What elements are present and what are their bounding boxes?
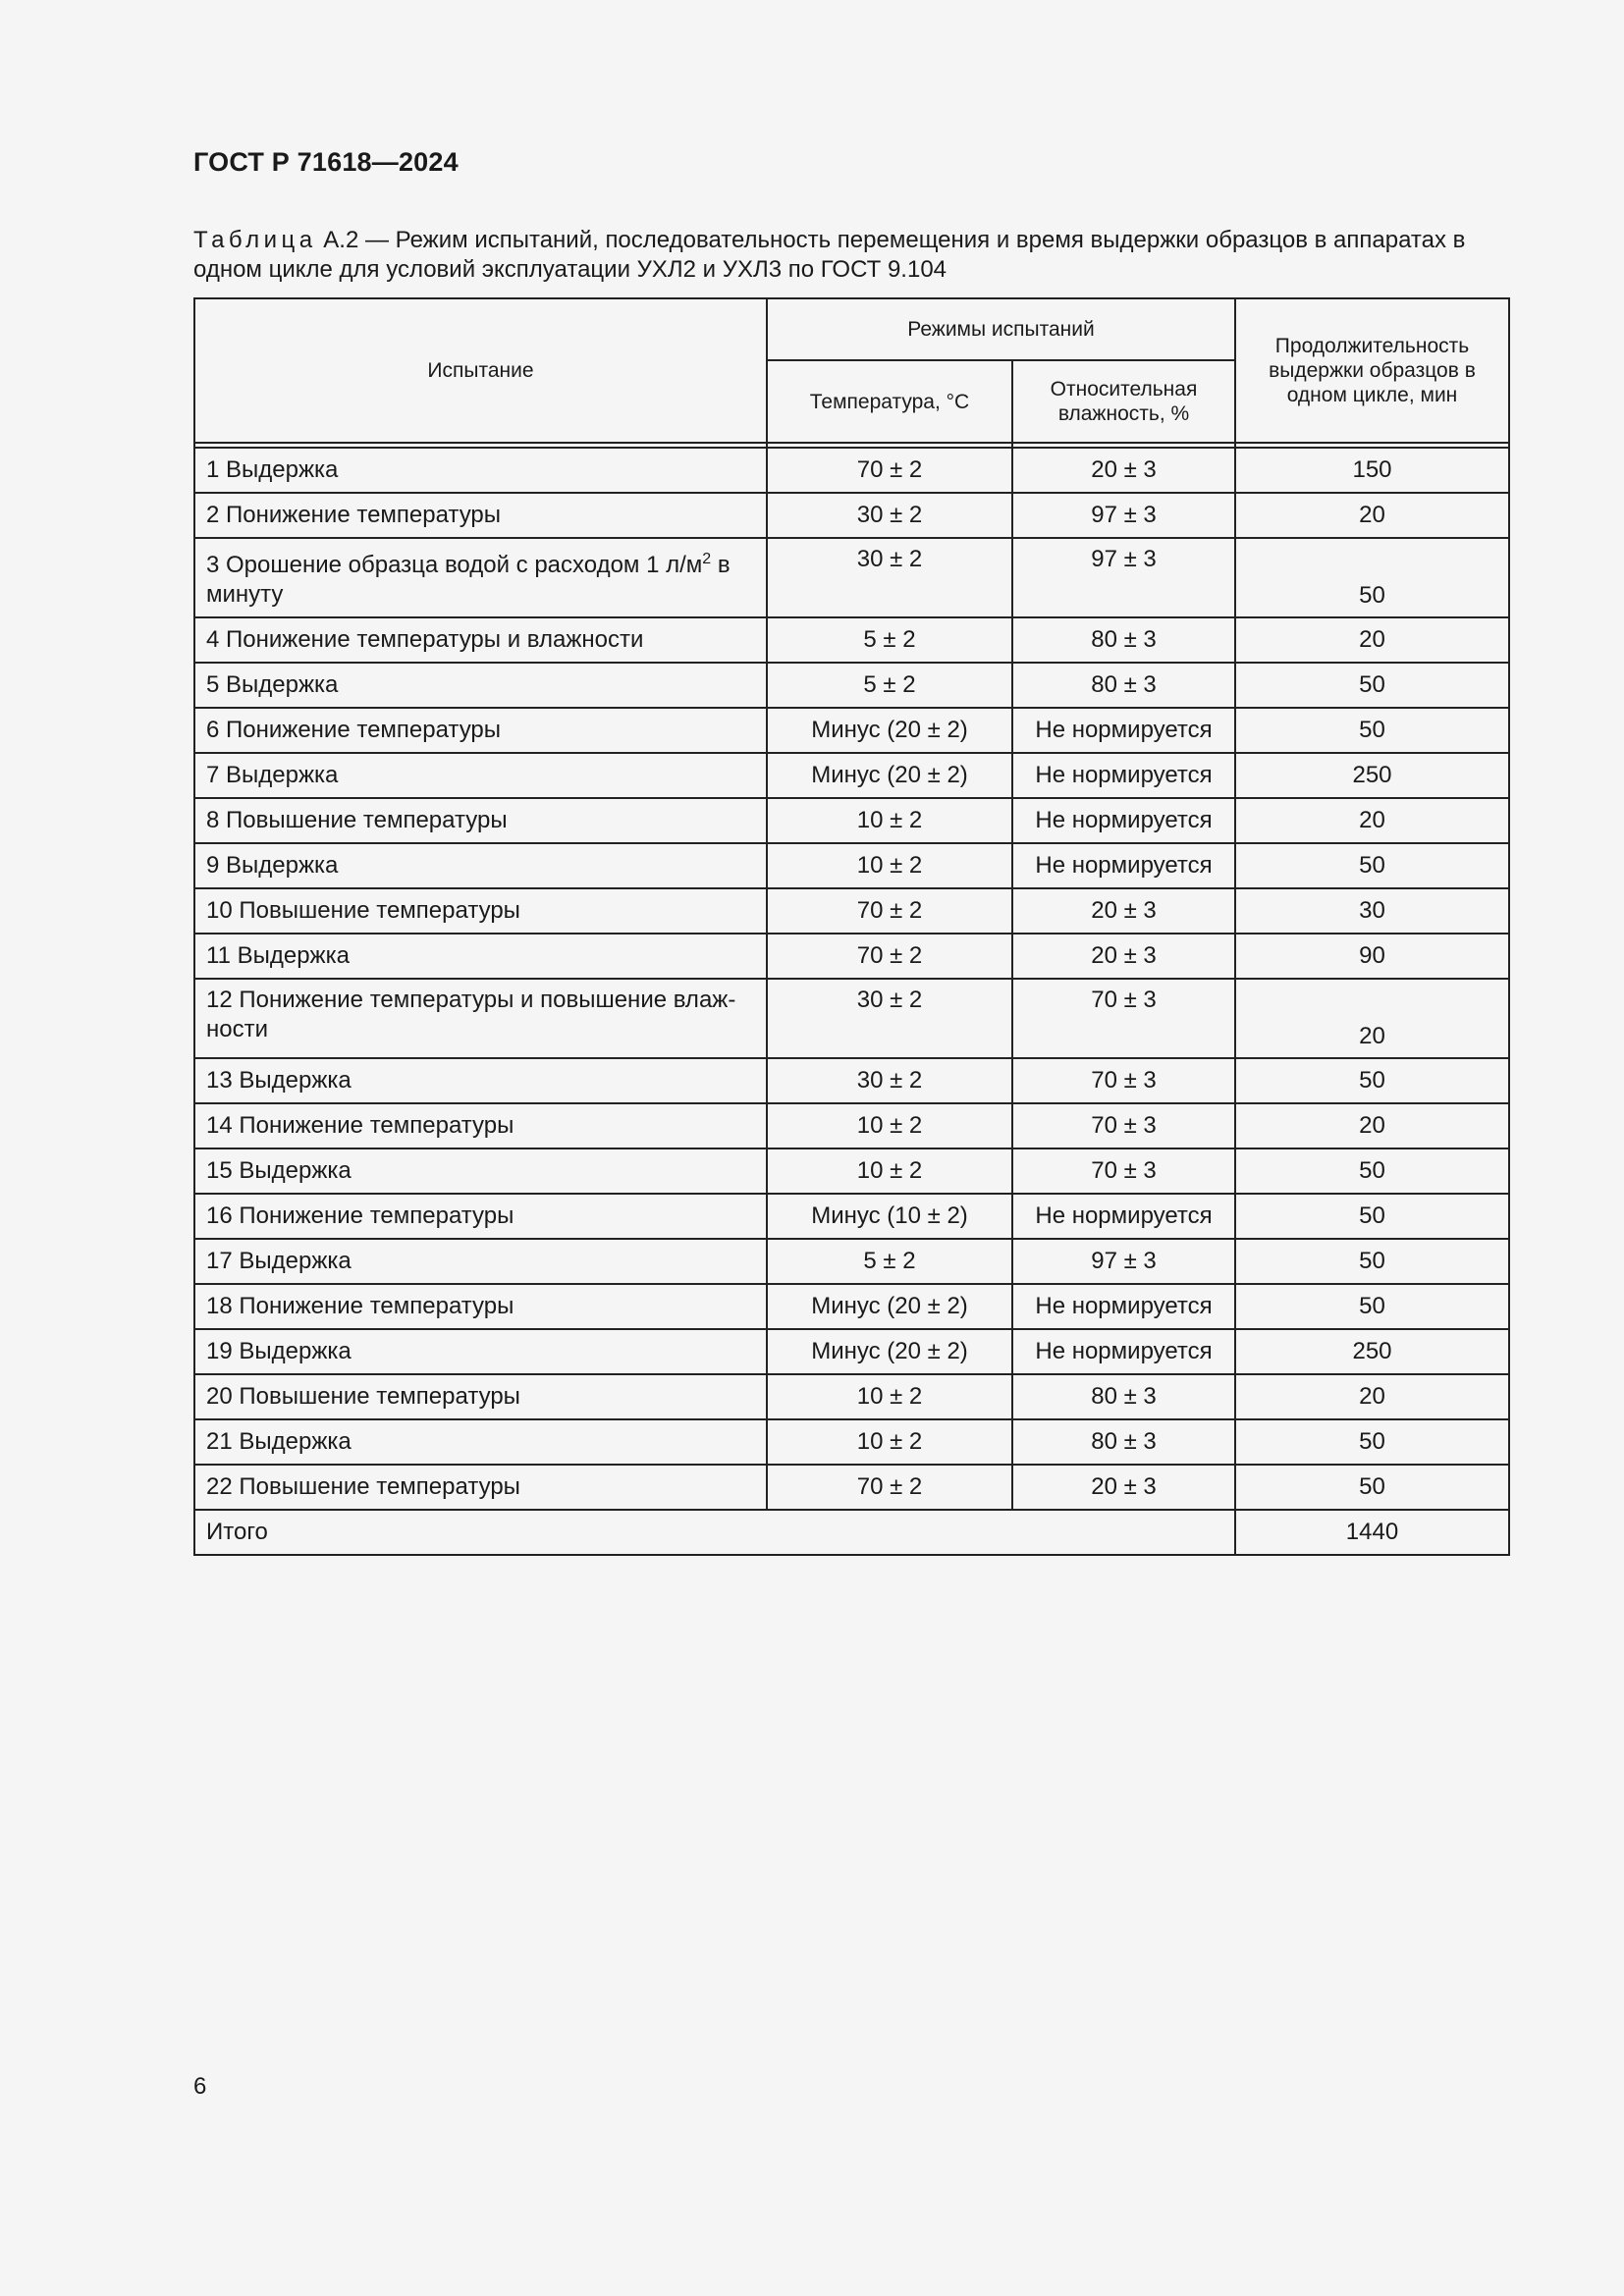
table-row xyxy=(194,798,1509,843)
test-name-cell: 22 Повышение температуры xyxy=(194,1465,767,1510)
test-name-cell: 18 Понижение температуры xyxy=(194,1284,767,1329)
temperature-cell: 70 ± 2 xyxy=(767,448,1012,493)
table-row xyxy=(194,448,1509,493)
duration-cell: 20 xyxy=(1235,798,1509,843)
duration-cell: 30 xyxy=(1235,888,1509,934)
test-name-cell: 10 Повышение температуры xyxy=(194,888,767,934)
duration-cell: 20 xyxy=(1235,1374,1509,1419)
test-name-cell: 19 Выдержка xyxy=(194,1329,767,1374)
temperature-cell: Минус (20 ± 2) xyxy=(767,708,1012,753)
humidity-cell: 20 ± 3 xyxy=(1012,1465,1235,1510)
duration-cell: 150 xyxy=(1235,448,1509,493)
temperature-cell: Минус (10 ± 2) xyxy=(767,1194,1012,1239)
table-row xyxy=(194,1148,1509,1194)
table-row xyxy=(194,708,1509,753)
duration-cell: 250 xyxy=(1235,753,1509,798)
table-row xyxy=(194,1329,1509,1374)
test-name-cell: 15 Выдержка xyxy=(194,1148,767,1194)
test-name-cell: 9 Выдержка xyxy=(194,843,767,888)
superscript: 2 xyxy=(702,551,712,567)
test-name-cell: 17 Выдержка xyxy=(194,1239,767,1284)
temperature-cell: 10 ± 2 xyxy=(767,1148,1012,1194)
test-name-cell: 1 Выдержка xyxy=(194,448,767,493)
humidity-cell: 20 ± 3 xyxy=(1012,888,1235,934)
temperature-cell: 10 ± 2 xyxy=(767,1103,1012,1148)
table-row xyxy=(194,1419,1509,1465)
humidity-cell: 80 ± 3 xyxy=(1012,1374,1235,1419)
table-row xyxy=(194,1284,1509,1329)
table-row xyxy=(194,979,1509,1058)
total-row xyxy=(194,1510,1509,1555)
test-name-cell: 6 Понижение температуры xyxy=(194,708,767,753)
table-row xyxy=(194,617,1509,663)
temperature-cell: 10 ± 2 xyxy=(767,843,1012,888)
table-row xyxy=(194,1058,1509,1103)
duration-cell: 20 xyxy=(1235,1103,1509,1148)
temperature-cell: 10 ± 2 xyxy=(767,1419,1012,1465)
humidity-cell: Не нормируется xyxy=(1012,1284,1235,1329)
temperature-cell: 10 ± 2 xyxy=(767,798,1012,843)
total-value: 1440 xyxy=(1235,1510,1509,1555)
test-name-cell: 14 Понижение температуры xyxy=(194,1103,767,1148)
test-name-cell: 4 Понижение температуры и влажности xyxy=(194,617,767,663)
test-name-cell: 8 Повышение температуры xyxy=(194,798,767,843)
humidity-cell: 80 ± 3 xyxy=(1012,663,1235,708)
temperature-cell: 70 ± 2 xyxy=(767,888,1012,934)
table-row xyxy=(194,1465,1509,1510)
temperature-cell: Минус (20 ± 2) xyxy=(767,753,1012,798)
temperature-cell: 30 ± 2 xyxy=(767,493,1012,538)
header-test: Испытание xyxy=(194,298,767,443)
duration-cell: 250 xyxy=(1235,1329,1509,1374)
duration-cell: 50 xyxy=(1235,538,1509,617)
temperature-cell: 5 ± 2 xyxy=(767,617,1012,663)
duration-cell: 20 xyxy=(1235,493,1509,538)
temperature-cell: 30 ± 2 xyxy=(767,1058,1012,1103)
duration-cell: 50 xyxy=(1235,1284,1509,1329)
duration-cell: 50 xyxy=(1235,843,1509,888)
duration-cell: 50 xyxy=(1235,1058,1509,1103)
duration-cell: 90 xyxy=(1235,934,1509,979)
temperature-cell: 70 ± 2 xyxy=(767,1465,1012,1510)
humidity-cell: 20 ± 3 xyxy=(1012,448,1235,493)
temperature-cell: 10 ± 2 xyxy=(767,1374,1012,1419)
table-row xyxy=(194,1239,1509,1284)
header-humidity: Относительная влажность, % xyxy=(1012,360,1235,443)
temperature-cell: 5 ± 2 xyxy=(767,663,1012,708)
duration-cell: 50 xyxy=(1235,1194,1509,1239)
table-row xyxy=(194,843,1509,888)
caption-label: Таблица xyxy=(193,227,317,253)
humidity-cell: 97 ± 3 xyxy=(1012,1239,1235,1284)
table-row xyxy=(194,753,1509,798)
humidity-cell: 70 ± 3 xyxy=(1012,979,1235,1058)
humidity-cell: 70 ± 3 xyxy=(1012,1148,1235,1194)
document-header: ГОСТ Р 71618—2024 xyxy=(193,147,459,177)
temperature-cell: Минус (20 ± 2) xyxy=(767,1329,1012,1374)
humidity-cell: 70 ± 3 xyxy=(1012,1103,1235,1148)
test-name-cell: 11 Выдержка xyxy=(194,934,767,979)
test-name-cell: 12 Понижение температуры и повышение влаж-ности xyxy=(194,979,767,1058)
table-row xyxy=(194,493,1509,538)
header-temperature: Температура, °С xyxy=(767,360,1012,443)
duration-cell: 20 xyxy=(1235,617,1509,663)
table-row xyxy=(194,934,1509,979)
humidity-cell: Не нормируется xyxy=(1012,1329,1235,1374)
humidity-cell: 80 ± 3 xyxy=(1012,617,1235,663)
test-name-text: 3 Орошение образца водой с расходом 1 л/м xyxy=(206,552,703,578)
temperature-cell: 30 ± 2 xyxy=(767,538,1012,617)
humidity-cell: 80 ± 3 xyxy=(1012,1419,1235,1465)
temperature-cell: 70 ± 2 xyxy=(767,934,1012,979)
temperature-cell: Минус (20 ± 2) xyxy=(767,1284,1012,1329)
duration-cell: 20 xyxy=(1235,979,1509,1058)
caption-number: А.2 xyxy=(323,227,359,253)
test-name-cell xyxy=(194,538,767,617)
humidity-cell: 70 ± 3 xyxy=(1012,1058,1235,1103)
test-name-cell: 7 Выдержка xyxy=(194,753,767,798)
humidity-cell: Не нормируется xyxy=(1012,753,1235,798)
humidity-cell: Не нормируется xyxy=(1012,708,1235,753)
humidity-cell: 97 ± 3 xyxy=(1012,493,1235,538)
humidity-cell: Не нормируется xyxy=(1012,798,1235,843)
test-name-cell: 16 Понижение температуры xyxy=(194,1194,767,1239)
table-row xyxy=(194,1103,1509,1148)
table-row xyxy=(194,1374,1509,1419)
humidity-cell: Не нормируется xyxy=(1012,1194,1235,1239)
humidity-cell: Не нормируется xyxy=(1012,843,1235,888)
header-modes: Режимы испытаний xyxy=(767,298,1235,360)
page-number: 6 xyxy=(193,2073,207,2100)
table-caption xyxy=(193,226,1509,285)
duration-cell: 50 xyxy=(1235,1465,1509,1510)
temperature-cell: 30 ± 2 xyxy=(767,979,1012,1058)
total-label: Итого xyxy=(194,1510,1235,1555)
caption-text: — Режим испытаний, последовательность перемещения и время выдержки образцов в аппаратах в одном цикле для условий эксплуатации УХЛ2 и УХЛ3 по ГОСТ 9.104 xyxy=(193,227,1466,283)
temperature-cell: 5 ± 2 xyxy=(767,1239,1012,1284)
table-row xyxy=(194,1194,1509,1239)
test-modes-table xyxy=(193,297,1510,1556)
duration-cell: 50 xyxy=(1235,1148,1509,1194)
test-name-cell: 20 Повышение температуры xyxy=(194,1374,767,1419)
header-duration: Продолжительность выдержки образцов в одном цикле, мин xyxy=(1235,298,1509,443)
table-row xyxy=(194,538,1509,617)
duration-cell: 50 xyxy=(1235,1419,1509,1465)
humidity-cell: 20 ± 3 xyxy=(1012,934,1235,979)
test-name-cell: 21 Выдержка xyxy=(194,1419,767,1465)
duration-cell: 50 xyxy=(1235,663,1509,708)
table-row xyxy=(194,663,1509,708)
table-body xyxy=(194,448,1509,1555)
table-header-row xyxy=(194,298,1509,360)
test-name-cell: 5 Выдержка xyxy=(194,663,767,708)
duration-cell: 50 xyxy=(1235,1239,1509,1284)
table-row xyxy=(194,888,1509,934)
duration-cell: 50 xyxy=(1235,708,1509,753)
test-name-cell: 2 Понижение температуры xyxy=(194,493,767,538)
humidity-cell: 97 ± 3 xyxy=(1012,538,1235,617)
test-name-continuation: в минуту xyxy=(206,552,731,608)
test-name-cell: 13 Выдержка xyxy=(194,1058,767,1103)
